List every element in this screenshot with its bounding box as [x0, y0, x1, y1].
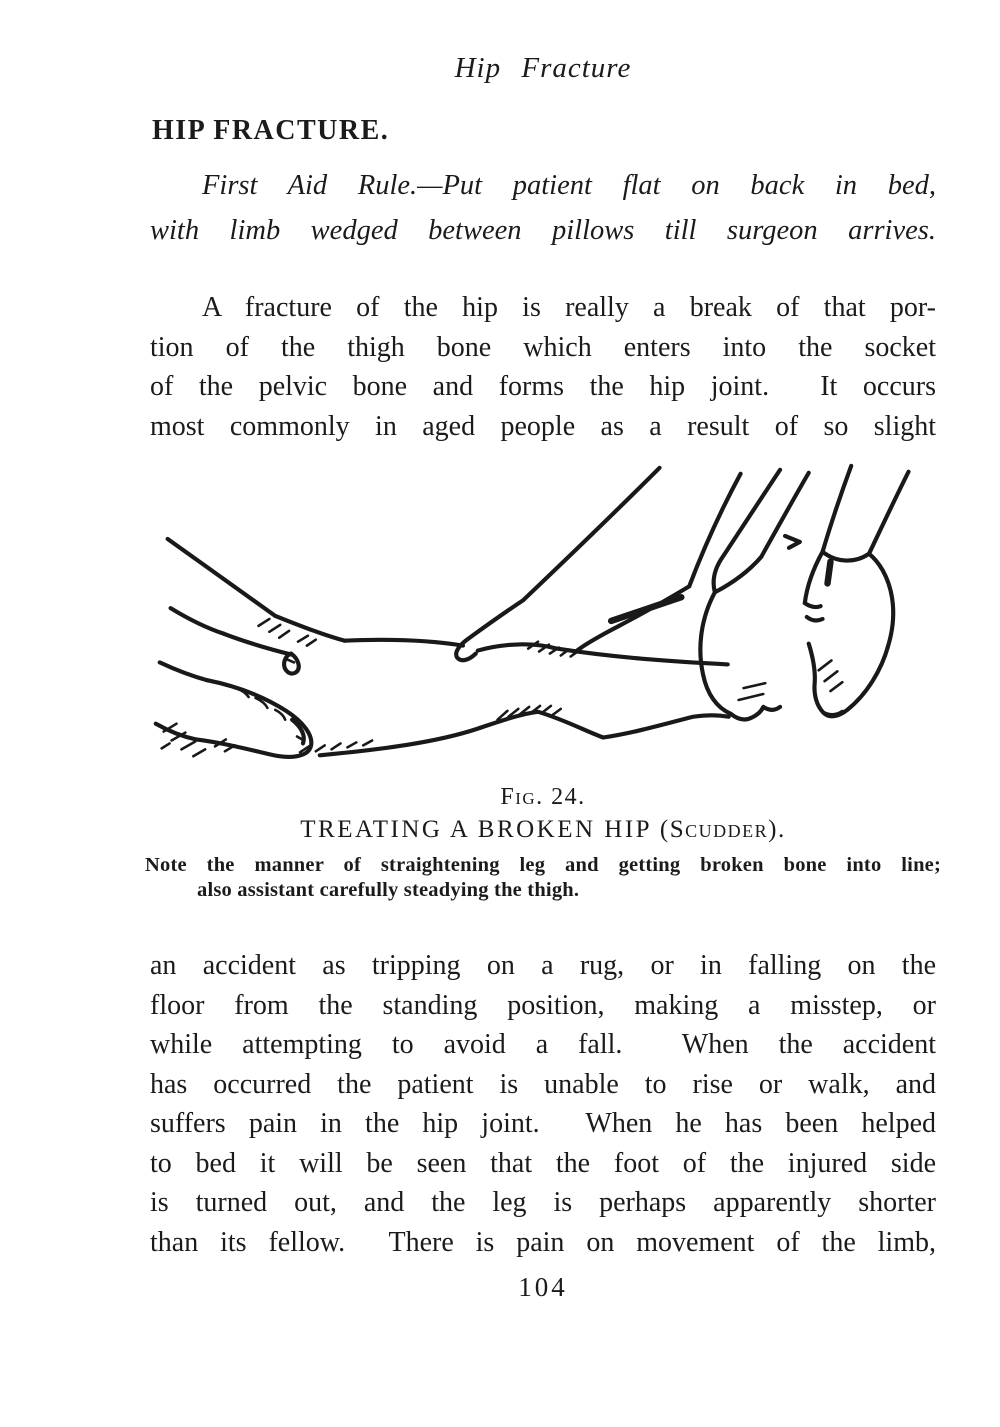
figure-source: (Scudder).	[659, 816, 786, 843]
figure-title	[145, 816, 941, 844]
text-line: has occurred the patient is unable to rise or walk, and	[150, 1068, 936, 1100]
text-line: with limb wedged between pillows till surgeon arrives.	[150, 215, 936, 246]
surgeon-arm-gripping-ankle	[700, 470, 808, 720]
assistant-left-hands	[156, 539, 345, 757]
text-line: of the pelvic bone and forms the hip joint. It occurs	[150, 371, 936, 402]
page-number: 104	[518, 1272, 568, 1302]
text-line: floor from the standing position, making a misstep, or	[150, 989, 936, 1021]
text-line: Note the manner of straightening leg and getting broken bone into line;	[145, 854, 941, 876]
text-line: most commonly in aged people as a result of so slight	[150, 410, 936, 442]
text-line: also assistant carefully steadying the thigh.	[197, 879, 580, 901]
paragraph-1	[150, 288, 936, 446]
patient-foot	[809, 554, 893, 717]
figure-caption-block	[145, 784, 941, 903]
figure-title-text: TREATING A BROKEN HIP	[300, 816, 652, 843]
patient-leg	[300, 640, 729, 755]
surgeon-arm-on-knee	[456, 468, 740, 660]
text-line: tion of the thigh bone which enters into the socket	[150, 331, 936, 363]
text-line: First Aid Rule.—Put patient flat on back in bed,	[202, 170, 936, 201]
figure-note	[145, 853, 941, 903]
figure-label: Fig. 24.	[500, 784, 586, 810]
figure-illustration	[145, 452, 941, 778]
section-heading: HIP FRACTURE.	[152, 115, 390, 146]
text-line: suffers pain in the hip joint. When he has been helped	[150, 1108, 936, 1139]
text-line: while attempting to avoid a fall. When the accident	[150, 1029, 936, 1060]
first-aid-rule	[150, 163, 936, 253]
text-line: than its fellow. There is pain on movement of the limb,	[150, 1226, 936, 1258]
text-line: A fracture of the hip is really a break of that por-	[202, 292, 936, 323]
figure-24	[145, 452, 941, 903]
paragraph-2	[150, 946, 936, 1262]
text-line: an accident as tripping on a rug, or in falling on the	[150, 950, 936, 981]
text-line: to bed it will be seen that the foot of the injured side	[150, 1147, 936, 1179]
running-head: Hip Fracture	[454, 52, 632, 84]
text-line: is turned out, and the leg is perhaps apparently shorter	[150, 1187, 936, 1218]
